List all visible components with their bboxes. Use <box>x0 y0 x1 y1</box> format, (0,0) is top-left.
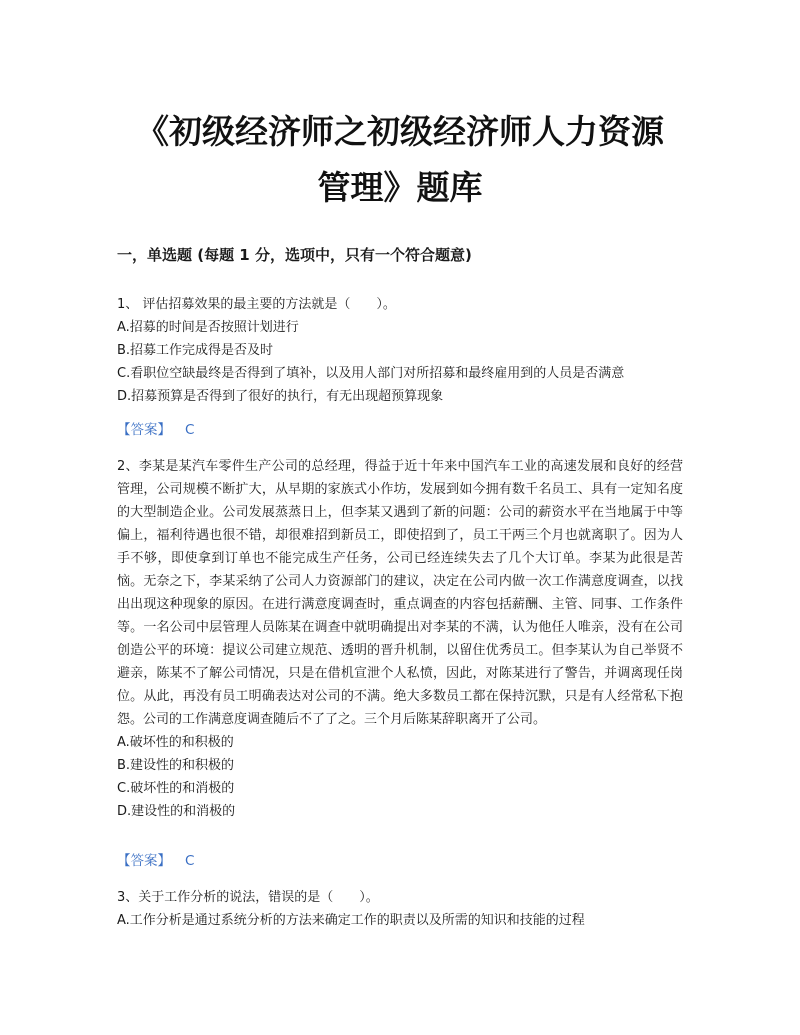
option-c: C.破坏性的和消极的 <box>117 781 235 796</box>
title-line-2: 管理》题库 <box>317 168 483 207</box>
option-b: B.招募工作完成得是否及时 <box>117 343 274 358</box>
question-3 <box>117 886 683 932</box>
question-1 <box>117 293 683 408</box>
answer-value: C <box>185 853 195 869</box>
answer-label: 【答案】 <box>117 422 171 438</box>
section-heading: 一，单选题 (每题 1 分，选项中，只有一个符合题意) <box>117 246 472 264</box>
answer-2 <box>117 850 194 872</box>
answer-value: C <box>185 422 195 438</box>
question-2 <box>117 455 683 823</box>
option-c: C.看职位空缺最终是否得到了填补，以及用人部门对所招募和最终雇用到的人员是否满意 <box>117 366 625 381</box>
question-stem: 3、关于工作分析的说法，错误的是（ ）。 <box>117 890 379 905</box>
answer-label: 【答案】 <box>117 853 171 869</box>
option-a: A.招募的时间是否按照计划进行 <box>117 320 299 335</box>
question-stem: 2、李某是某汽车零件生产公司的总经理，得益于近十年来中国汽车工业的高速发展和良好的经营管理，公司规模不断扩大，从早期的家族式小作坊，发展到如今拥有数千名员工、具有一定知名度的大型制造企业。公司发展蒸蒸日上，但李某又遇到了新的问题：公司的薪资水平在当地属于中等偏上，福利待遇也很不错，却很难招到新员工，即使招到了，员工干两三个月也就离职了。因为人手不够，即使拿到订单也不能完成生产任务，公司已经连续失去了几个大订单。李某为此很是苦恼。无奈之下，李某采纳了公司人力资源部门的建议，决定在公司内做一次工作满意度调查，以找出出现这种现象的原因。在进行满意度调查时，重点调查的内容包括薪酬、主管、同事、工作条件等。一名公司中层管理人员陈某在调查中就明确提出对李某的不满，认为他任人唯亲，没有在公司创造公平的环境：提议公司建立规范、透明的晋升机制，以留住优秀员工。但李某认为自己举贤不避亲，陈某不了解公司情况，只是在借机宣泄个人私愤，因此，对陈某进行了警告，并调离现任岗位。从此，再没有员工明确表达对公司的不满。绝大多数员工都在保持沉默，只是有人经常私下抱怨。公司的工作满意度调查随后不了了之。三个月后陈某辞职离开了公司。 <box>117 459 683 727</box>
option-a: A.工作分析是通过系统分析的方法来确定工作的职责以及所需的知识和技能的过程 <box>117 913 585 928</box>
question-stem: 1、 评估招募效果的最主要的方法就是（ ）。 <box>117 297 396 312</box>
option-a: A.破坏性的和积极的 <box>117 735 234 750</box>
option-b: B.建设性的和积极的 <box>117 758 235 773</box>
option-d: D.建设性的和消极的 <box>117 804 236 819</box>
title-line-1: 《初级经济师之初级经济师人力资源 <box>136 112 664 151</box>
document-title <box>100 104 700 216</box>
answer-1 <box>117 419 194 441</box>
option-d: D.招募预算是否得到了很好的执行，有无出现超预算现象 <box>117 389 444 404</box>
